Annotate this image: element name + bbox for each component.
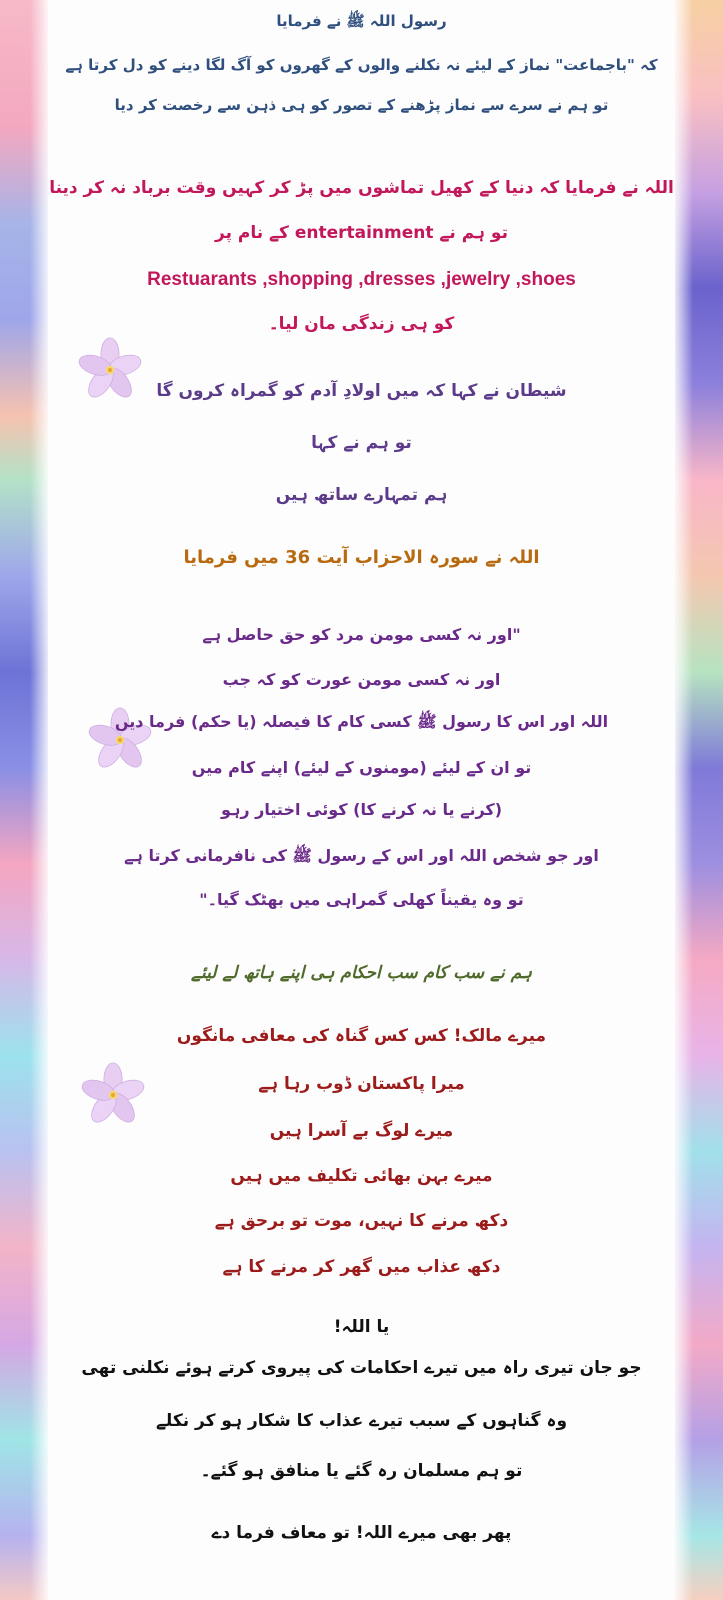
lament-line: دکھ مرنے کا نہیں، موت تو برحق ہے [214,1211,509,1231]
ayat-line: تو ان کے لیئے (مومنوں کے لیئے) اپنے کام میں [191,758,532,777]
hadith-line: تو ہم نے سرے سے نماز پڑھنے کے تصور کو ہی ذہن سے رخصت کر دیا [114,96,609,114]
hadith-line: کہ "باجماعت" نماز کے لیئے نہ نکلنے والوں کے گھروں کو آگ لگا دینے کو دل کرتا ہے [65,56,658,74]
shaitan-line: ہم تمہارے ساتھ ہیں [275,485,448,505]
dunya-line: اللہ نے فرمایا کہ دنیا کے کھیل تماشوں میں پڑ کر کہیں وقت برباد نہ کر دینا [49,178,674,198]
lament-line: میرے مالک! کس کس گناہ کی معافی مانگوں [176,1026,547,1046]
dunya-english-line: Restuarants ,shopping ,dresses ,jewelry ,shoes [147,269,576,290]
left-rainbow-border [0,0,48,1600]
hadith-line: رسول اللہ ﷺ نے فرمایا [276,12,447,30]
ayat-line: اور جو شخص اللہ اور اس کے رسول ﷺ کی نافرمانی کرتا ہے [124,846,599,865]
shaitan-line: تو ہم نے کہا [311,433,412,453]
ahzab-heading: اللہ نے سورہ الاحزاب آیت 36 میں فرمایا [183,547,540,568]
ayat-line: اور نہ کسی مومن عورت کو کہ جب [222,670,501,689]
shaitan-line: شیطان نے کہا کہ میں اولادِ آدم کو گمراہ کروں گا [156,381,567,401]
dua-line: جو جان تیری راہ میں تیرے احکامات کی پیروی کرتے ہوئے نکلنی تھی [81,1358,642,1378]
right-rainbow-border [675,0,723,1600]
ayat-line: اللہ اور اس کا رسول ﷺ کسی کام کا فیصلہ (یا حکم) فرما دیں [114,712,609,731]
dua-line: پھر بھی میرے اللہ! تو معاف فرما دے [211,1523,512,1543]
lament-line: دکھ عذاب میں گھر کر مرنے کا ہے [222,1257,501,1277]
lament-line: میرے بہن بھائی تکلیف میں ہیں [230,1166,493,1186]
lament-line: میرے لوگ بے آسرا ہیں [269,1121,454,1141]
dua-line: وہ گناہوں کے سبب تیرے عذاب کا شکار ہو کر نکلے [155,1411,568,1431]
lament-line: میرا پاکستان ڈوب رہا ہے [258,1074,465,1094]
dua-line: تو ہم مسلمان رہ گئے یا منافق ہو گئے۔ [200,1461,523,1481]
dunya-line: تو ہم نے entertainment کے نام پر [215,223,508,243]
ahkam-line: ہم نے سب کام سب احکام ہی اپنے ہاتھ لے لیئے [191,963,532,983]
poster-content [48,0,675,1600]
ayat-line: (کرنے یا نہ کرنے کا) کوئی اختیار رہو [220,800,503,819]
dunya-line: کو ہی زندگی مان لیا۔ [268,314,455,334]
ayat-line: تو وہ یقیناً کھلی گمراہی میں بھٹک گیا۔" [199,890,524,909]
dua-line: یا اللہ! [333,1317,390,1337]
ayat-line: "اور نہ کسی مومن مرد کو حق حاصل ہے [202,625,521,644]
